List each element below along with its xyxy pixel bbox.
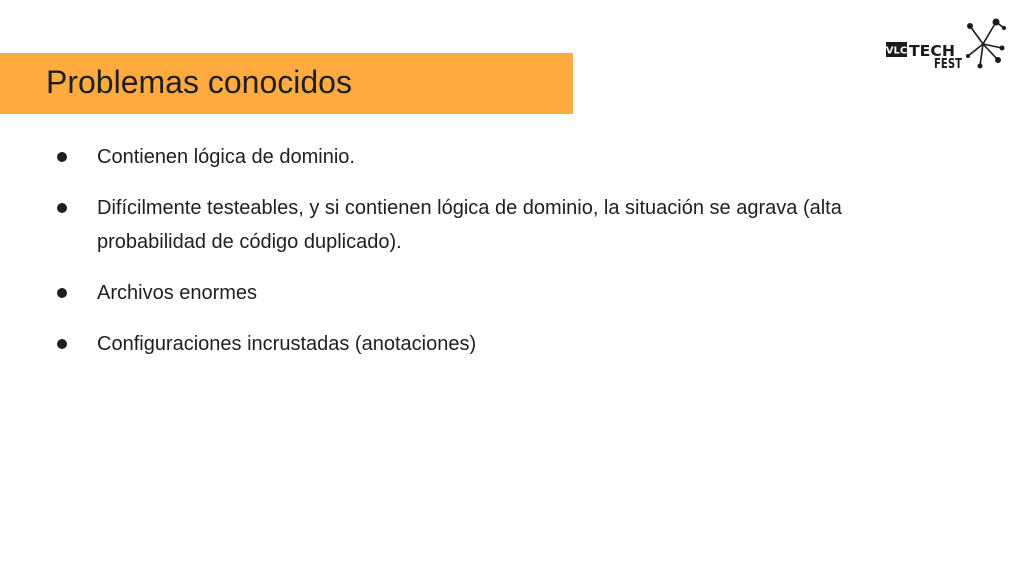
list-item — [0, 191, 1000, 259]
bullet-dot-icon — [57, 152, 67, 162]
bullet-text: Configuraciones incrustadas (anotaciones) — [97, 333, 477, 355]
bullet-text: Difícilmente testeables, y si contienen lógica de dominio, la situación se agrava (alta probabilidad de código duplicado). — [97, 197, 842, 253]
bullet-dot-icon — [57, 203, 67, 213]
list-item — [0, 140, 1000, 174]
logo-word-tech: TECH — [909, 42, 955, 60]
bullet-list — [0, 140, 1000, 378]
logo-mark-text: VLC — [885, 45, 908, 57]
bullet-text: Archivos enormes — [97, 282, 258, 304]
list-item — [0, 276, 1000, 310]
list-item — [0, 327, 1000, 361]
bullet-dot-icon — [57, 339, 67, 349]
slide-title: Problemas conocidos — [46, 64, 352, 100]
logo-word-fest: FEST — [934, 57, 963, 72]
bullet-text: Contienen lógica de dominio. — [97, 146, 355, 168]
bullet-dot-icon — [57, 288, 67, 298]
vlctechfest-logo — [884, 14, 1008, 72]
